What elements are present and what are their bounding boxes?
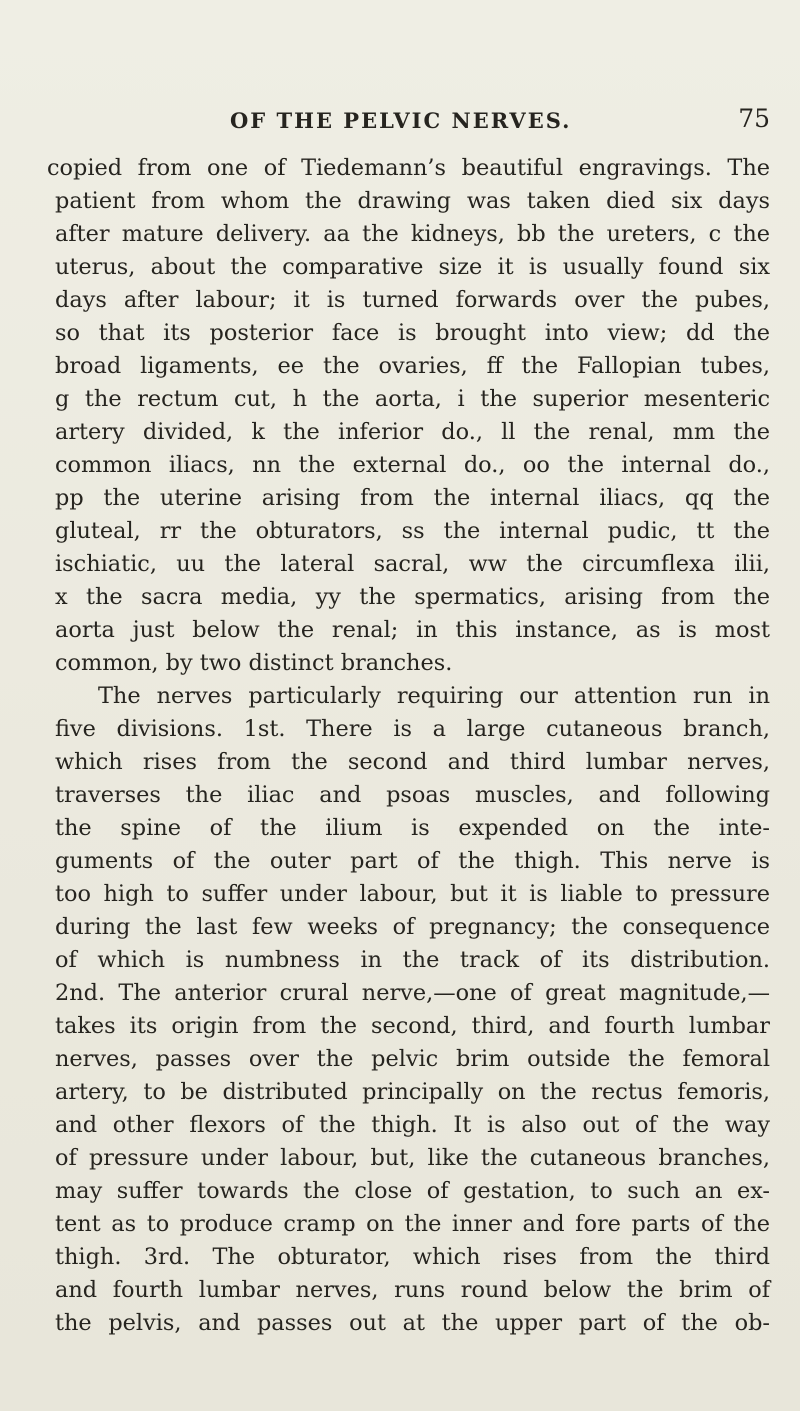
text-line: gluteal, rr the obturators, ss the internal pudic, tt the xyxy=(55,518,770,544)
text-line: common, by two distinct branches. xyxy=(55,650,453,676)
text-line: traverses the iliac and psoas muscles, and following xyxy=(55,782,770,808)
text-line: the spine of the ilium is expended on the inte- xyxy=(55,815,770,841)
text-line: so that its posterior face is brought into view; dd the xyxy=(55,320,770,346)
text-line: five divisions. 1st. There is a large cutaneous branch, xyxy=(55,716,770,742)
text-line: thigh. 3rd. The obturator, which rises from the third xyxy=(55,1244,770,1270)
text-line: artery divided, k the inferior do., ll the renal, mm the xyxy=(55,419,770,445)
text-line: too high to suffer under labour, but it is liable to pressure xyxy=(55,881,770,907)
text-line: may suffer towards the close of gestation, to such an ex- xyxy=(55,1178,770,1204)
running-title: OF THE PELVIC NERVES. xyxy=(230,108,572,133)
text-line: artery, to be distributed principally on the rectus femoris, xyxy=(55,1079,770,1105)
text-line: of which is numbness in the track of its distribution. xyxy=(55,947,770,973)
text-line: of pressure under labour, but, like the cutaneous branches, xyxy=(55,1145,770,1171)
text-line: the pelvis, and passes out at the upper part of the ob- xyxy=(55,1310,770,1336)
text-line: after mature delivery. aa the kidneys, bb the ureters, c the xyxy=(55,221,770,247)
text-line: broad ligaments, ee the ovaries, ff the Fallopian tubes, xyxy=(55,353,770,379)
text-line: days after labour; it is turned forwards over the pubes, xyxy=(55,287,770,313)
text-line: and other flexors of the thigh. It is also out of the way xyxy=(55,1112,770,1138)
text-line: The nerves particularly requiring our attention run in xyxy=(98,683,770,709)
text-line: and fourth lumbar nerves, runs round below the brim of xyxy=(55,1277,770,1303)
text-line: g the rectum cut, h the aorta, i the superior mesenteric xyxy=(55,386,770,412)
text-line: which rises from the second and third lumbar nerves, xyxy=(55,749,770,775)
page-number: 75 xyxy=(738,104,770,133)
text-line: x the sacra media, yy the spermatics, arising from the xyxy=(55,584,770,610)
running-head xyxy=(230,104,770,142)
text-line: common iliacs, nn the external do., oo the internal do., xyxy=(55,452,770,478)
text-line: copied from one of Tiedemann’s beautiful engravings. The xyxy=(47,155,770,181)
text-line: tent as to produce cramp on the inner and fore parts of the xyxy=(55,1211,770,1237)
text-line: aorta just below the renal; in this instance, as is most xyxy=(55,617,770,643)
text-line: pp the uterine arising from the internal iliacs, qq the xyxy=(55,485,770,511)
text-line: during the last few weeks of pregnancy; the consequence xyxy=(55,914,770,940)
text-line: 2nd. The anterior crural nerve,—one of great magnitude,— xyxy=(55,980,770,1006)
text-line: takes its origin from the second, third, and fourth lumbar xyxy=(55,1013,770,1039)
text-line: ischiatic, uu the lateral sacral, ww the circumflexa ilii, xyxy=(55,551,770,577)
text-line: patient from whom the drawing was taken died six days xyxy=(55,188,770,214)
text-line: uterus, about the comparative size it is usually found six xyxy=(55,254,770,280)
text-line: guments of the outer part of the thigh. This nerve is xyxy=(55,848,770,874)
text-line: nerves, passes over the pelvic brim outside the femoral xyxy=(55,1046,770,1072)
